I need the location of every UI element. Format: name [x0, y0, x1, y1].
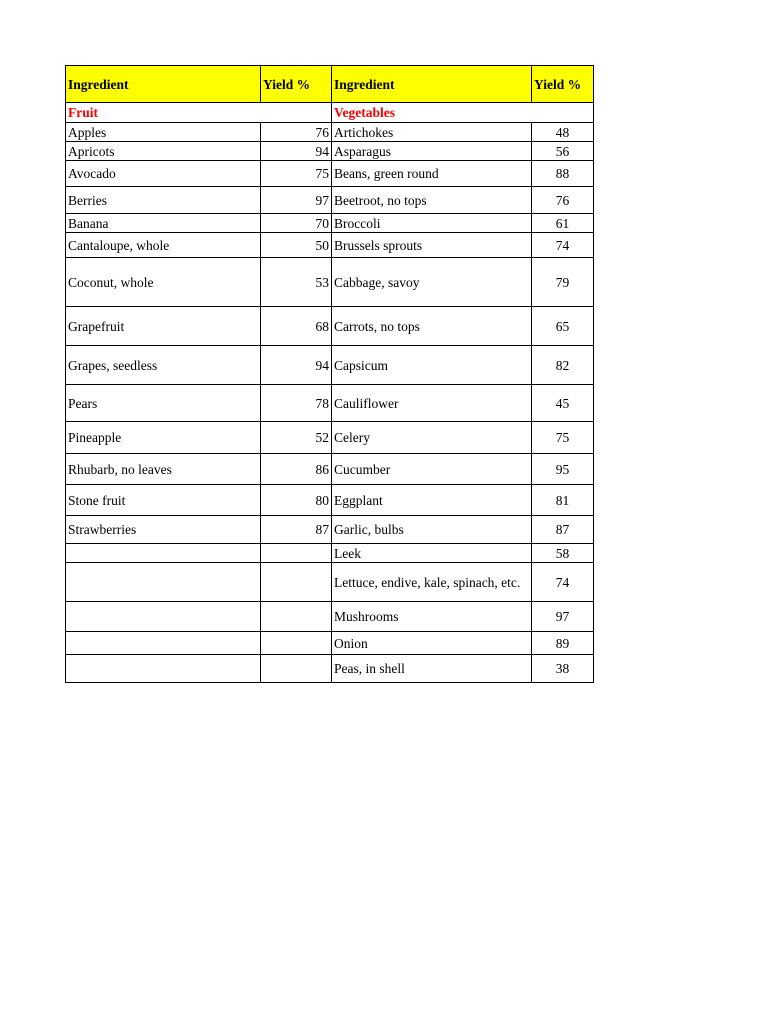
fruit-yield-cell: 68: [261, 307, 332, 346]
table-row: [66, 123, 594, 142]
fruit-yield-cell: 52: [261, 422, 332, 454]
table-row: [66, 632, 594, 655]
vegetable-ingredient-cell: Garlic, bulbs: [332, 516, 532, 544]
table-row: [66, 142, 594, 161]
fruit-ingredient-cell: Pineapple: [66, 422, 261, 454]
header-row: [66, 66, 594, 103]
fruit-yield-cell: 87: [261, 516, 332, 544]
fruit-ingredient-cell: Avocado: [66, 161, 261, 187]
table-row: [66, 516, 594, 544]
table-row: [66, 422, 594, 454]
yield-table: [65, 65, 594, 683]
vegetable-yield-cell: 87: [532, 516, 594, 544]
table-row: [66, 258, 594, 307]
section-label-fruit: Fruit: [66, 103, 332, 123]
header-yield-fruit: Yield %: [261, 66, 332, 103]
table-row: [66, 544, 594, 563]
section-label-vegetables: Vegetables: [332, 103, 594, 123]
vegetable-ingredient-cell: Lettuce, endive, kale, spinach, etc.: [332, 563, 532, 602]
fruit-yield-cell: 86: [261, 454, 332, 485]
vegetable-ingredient-cell: Peas, in shell: [332, 655, 532, 683]
vegetable-yield-cell: 58: [532, 544, 594, 563]
fruit-ingredient-cell: [66, 602, 261, 632]
table-row: [66, 454, 594, 485]
fruit-yield-cell: 50: [261, 233, 332, 258]
fruit-yield-cell: 97: [261, 187, 332, 214]
fruit-ingredient-cell: [66, 632, 261, 655]
fruit-yield-cell: 70: [261, 214, 332, 233]
vegetable-ingredient-cell: Capsicum: [332, 346, 532, 385]
vegetable-yield-cell: 79: [532, 258, 594, 307]
table-row: [66, 187, 594, 214]
table-row: [66, 214, 594, 233]
fruit-ingredient-cell: Stone fruit: [66, 485, 261, 516]
vegetable-ingredient-cell: Onion: [332, 632, 532, 655]
vegetable-yield-cell: 65: [532, 307, 594, 346]
fruit-ingredient-cell: Banana: [66, 214, 261, 233]
header-ingredient-fruit: Ingredient: [66, 66, 261, 103]
table-row: [66, 307, 594, 346]
table-row: [66, 485, 594, 516]
fruit-ingredient-cell: Strawberries: [66, 516, 261, 544]
fruit-yield-cell: 75: [261, 161, 332, 187]
vegetable-ingredient-cell: Broccoli: [332, 214, 532, 233]
vegetable-yield-cell: 82: [532, 346, 594, 385]
vegetable-ingredient-cell: Celery: [332, 422, 532, 454]
vegetable-ingredient-cell: Artichokes: [332, 123, 532, 142]
table-body: [66, 103, 594, 683]
vegetable-yield-cell: 89: [532, 632, 594, 655]
vegetable-ingredient-cell: Beetroot, no tops: [332, 187, 532, 214]
vegetable-yield-cell: 45: [532, 385, 594, 422]
fruit-ingredient-cell: Apricots: [66, 142, 261, 161]
vegetable-yield-cell: 48: [532, 123, 594, 142]
vegetable-yield-cell: 74: [532, 563, 594, 602]
fruit-ingredient-cell: Berries: [66, 187, 261, 214]
fruit-ingredient-cell: Rhubarb, no leaves: [66, 454, 261, 485]
vegetable-yield-cell: 75: [532, 422, 594, 454]
fruit-ingredient-cell: Grapes, seedless: [66, 346, 261, 385]
vegetable-ingredient-cell: Beans, green round: [332, 161, 532, 187]
vegetable-ingredient-cell: Carrots, no tops: [332, 307, 532, 346]
table-row: [66, 385, 594, 422]
vegetable-yield-cell: 81: [532, 485, 594, 516]
fruit-yield-cell: 53: [261, 258, 332, 307]
fruit-ingredient-cell: Coconut, whole: [66, 258, 261, 307]
table-row: [66, 161, 594, 187]
header-ingredient-veg: Ingredient: [332, 66, 532, 103]
table-row: [66, 563, 594, 602]
fruit-yield-cell: 78: [261, 385, 332, 422]
header-yield-veg: Yield %: [532, 66, 594, 103]
vegetable-ingredient-cell: Leek: [332, 544, 532, 563]
vegetable-ingredient-cell: Brussels sprouts: [332, 233, 532, 258]
fruit-yield-cell: [261, 563, 332, 602]
vegetable-ingredient-cell: Cauliflower: [332, 385, 532, 422]
table-row: [66, 346, 594, 385]
fruit-ingredient-cell: Grapefruit: [66, 307, 261, 346]
section-row: [66, 103, 594, 123]
fruit-ingredient-cell: [66, 655, 261, 683]
vegetable-ingredient-cell: Cucumber: [332, 454, 532, 485]
table-row: [66, 602, 594, 632]
fruit-yield-cell: [261, 602, 332, 632]
fruit-yield-cell: 80: [261, 485, 332, 516]
fruit-ingredient-cell: Cantaloupe, whole: [66, 233, 261, 258]
vegetable-ingredient-cell: Mushrooms: [332, 602, 532, 632]
vegetable-yield-cell: 56: [532, 142, 594, 161]
fruit-ingredient-cell: Pears: [66, 385, 261, 422]
vegetable-ingredient-cell: Cabbage, savoy: [332, 258, 532, 307]
fruit-yield-cell: [261, 632, 332, 655]
fruit-ingredient-cell: [66, 563, 261, 602]
fruit-ingredient-cell: Apples: [66, 123, 261, 142]
fruit-yield-cell: [261, 544, 332, 563]
fruit-yield-cell: 94: [261, 346, 332, 385]
fruit-yield-cell: [261, 655, 332, 683]
vegetable-yield-cell: 76: [532, 187, 594, 214]
vegetable-yield-cell: 61: [532, 214, 594, 233]
vegetable-ingredient-cell: Asparagus: [332, 142, 532, 161]
vegetable-yield-cell: 95: [532, 454, 594, 485]
fruit-yield-cell: 94: [261, 142, 332, 161]
fruit-yield-cell: 76: [261, 123, 332, 142]
vegetable-yield-cell: 74: [532, 233, 594, 258]
vegetable-yield-cell: 97: [532, 602, 594, 632]
table-row: [66, 655, 594, 683]
vegetable-yield-cell: 38: [532, 655, 594, 683]
vegetable-yield-cell: 88: [532, 161, 594, 187]
fruit-ingredient-cell: [66, 544, 261, 563]
vegetable-ingredient-cell: Eggplant: [332, 485, 532, 516]
table-row: [66, 233, 594, 258]
